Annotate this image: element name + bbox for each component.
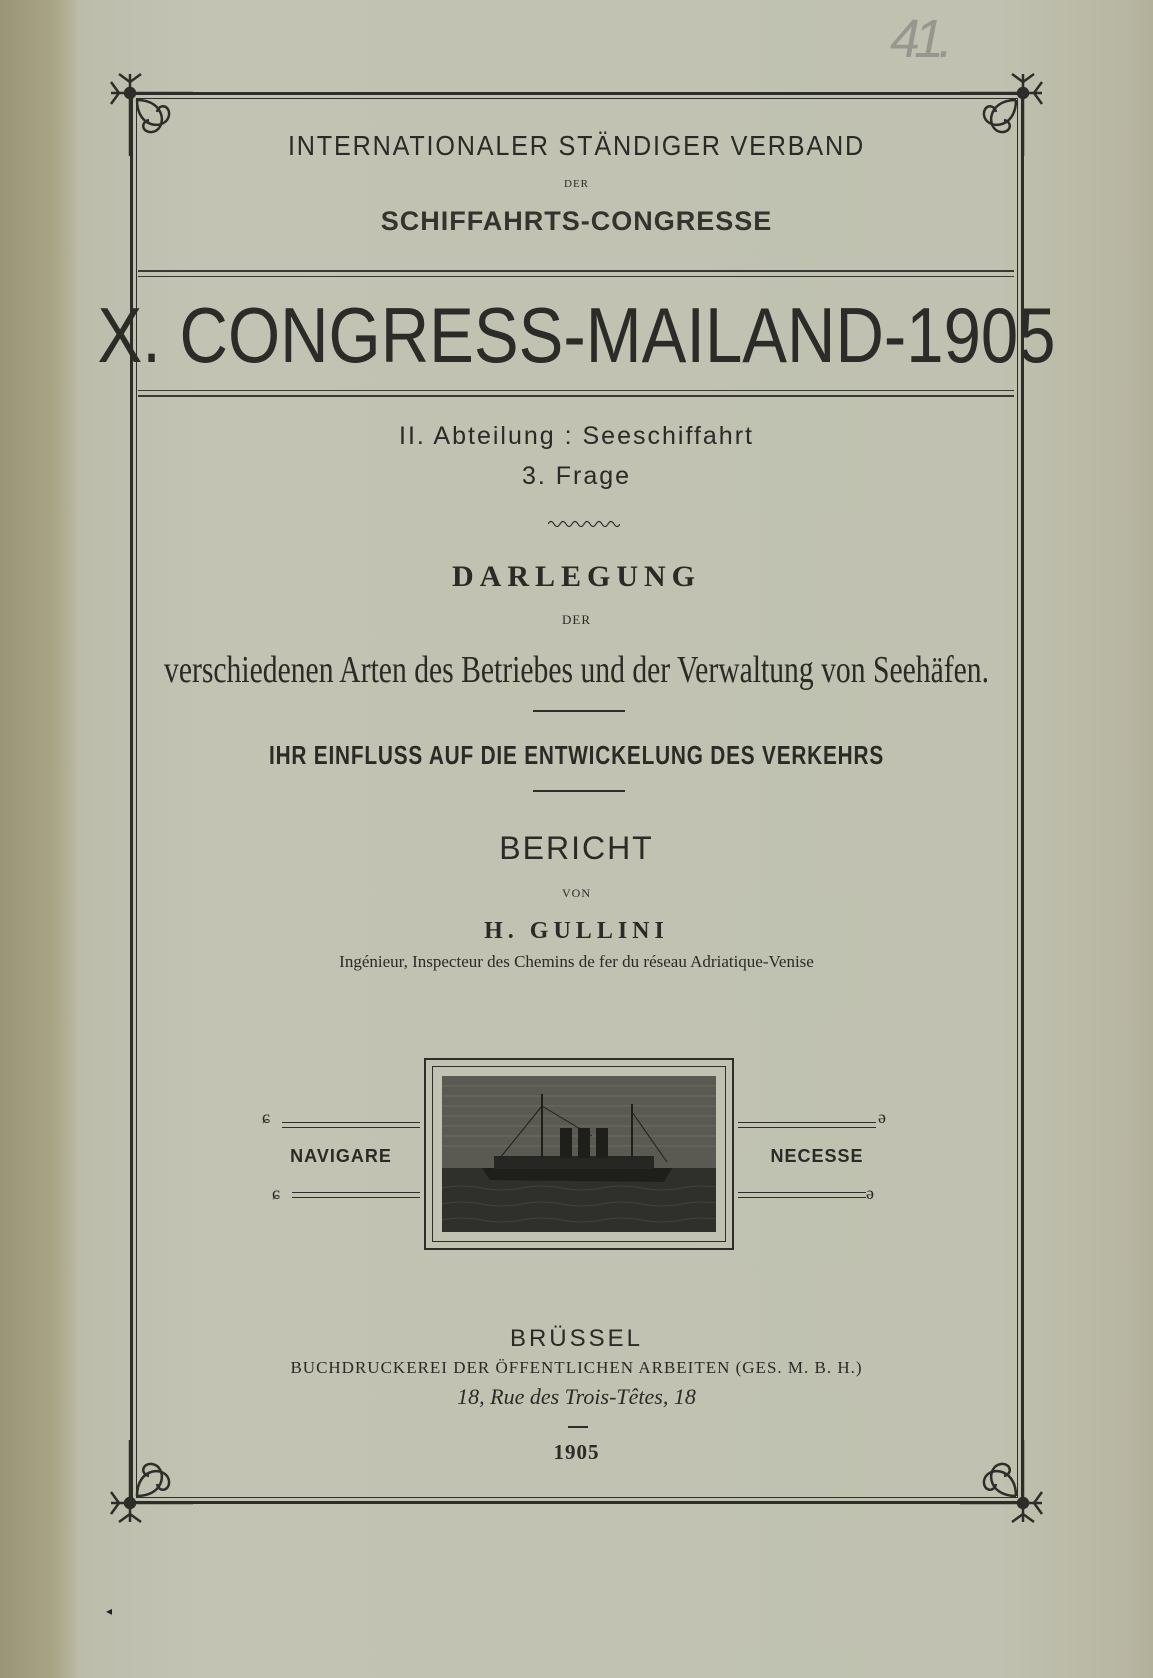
organization-line-1: INTERNATIONALER STÄNDIGER VERBAND [287, 130, 866, 161]
subject-influence: IHR EINFLUSS AUF DIE ENTWICKELUNG DES VERKEHRS [269, 740, 884, 770]
subject-darlegung: DARLEGUNG [451, 560, 701, 593]
der-connector-2: DER [562, 612, 591, 627]
author-description: Ingénieur, Inspecteur des Chemins de fer du réseau Adriatique-Venise [339, 952, 814, 971]
title-rule-top [138, 270, 1014, 272]
imprint-printer: BUCHDRUCKEREI DER ÖFFENTLICHEN ARBEITEN (GES. M. B. H.) [290, 1358, 863, 1377]
squiggle-divider-icon [548, 518, 620, 530]
organization-line-2: SCHIFFAHRTS-CONGRESSE [380, 206, 773, 236]
ship-vignette-frame [424, 1058, 734, 1250]
curl-ornament-icon: ɕ [262, 1107, 270, 1127]
motto-left: NAVIGARE [290, 1146, 392, 1166]
section-abteilung: II. Abteilung : Seeschiffahrt [399, 422, 754, 450]
report-von: VON [562, 886, 591, 900]
report-author: H. GULLINI [484, 918, 669, 944]
title-rule-top-thin [138, 276, 1014, 277]
motto-line [282, 1122, 420, 1128]
pencil-mark-icon: 41. [890, 9, 948, 69]
paper-speck-icon: ◂ [106, 1604, 113, 1618]
imprint-dash [568, 1426, 588, 1428]
short-rule-1 [533, 710, 625, 712]
motto-line [738, 1192, 866, 1198]
curl-ornament-icon: ə [866, 1183, 874, 1203]
imprint-address: 18, Rue des Trois-Têtes, 18 [457, 1384, 696, 1409]
congress-title: X. CONGRESS-MAILAND-1905 [97, 291, 1056, 379]
der-connector: DER [564, 178, 589, 190]
section-frage: 3. Frage [521, 462, 632, 490]
imprint-year: 1905 [553, 1440, 600, 1464]
motto-line [738, 1122, 876, 1128]
title-rule-bottom-thin [138, 390, 1014, 391]
report-heading: BERICHT [499, 830, 654, 866]
curl-ornament-icon: ɕ [272, 1183, 280, 1203]
subject-line: verschiedenen Arten des Betriebes und der Verwaltung von Seehäfen. [164, 649, 989, 691]
curl-ornament-icon: ə [878, 1107, 886, 1127]
ship-engraving-icon [442, 1076, 716, 1232]
motto-right: NECESSE [770, 1146, 864, 1166]
imprint-city: BRÜSSEL [509, 1325, 644, 1352]
title-rule-bottom [138, 395, 1014, 397]
motto-line [292, 1192, 420, 1198]
short-rule-2 [533, 790, 625, 792]
